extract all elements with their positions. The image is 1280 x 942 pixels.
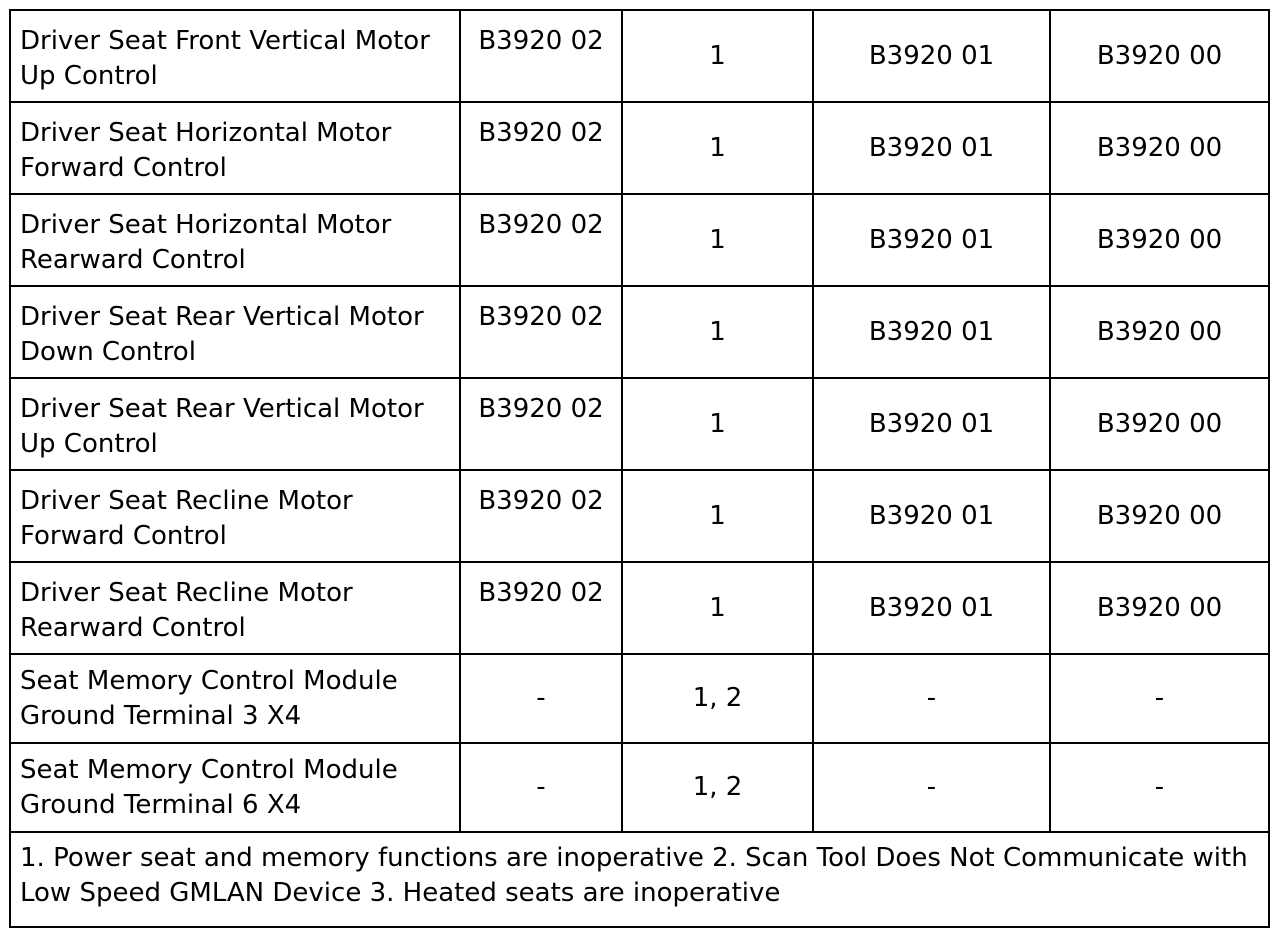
circuit-dtc-table — [9, 9, 1270, 928]
short-to-ground-cell: - — [460, 743, 622, 832]
short-to-ground-cell: - — [460, 654, 622, 743]
circuit-name-cell: Driver Seat Recline Motor Forward Control — [10, 470, 460, 562]
short-to-voltage-cell: B3920 01 — [813, 194, 1050, 286]
circuit-name-cell: Driver Seat Rear Vertical Motor Down Control — [10, 286, 460, 378]
signal-performance-cell: B3920 00 — [1050, 562, 1269, 654]
circuit-name-cell: Driver Seat Rear Vertical Motor Up Control — [10, 378, 460, 470]
footnote-text: 1. Power seat and memory functions are inoperative 2. Scan Tool Does Not Communicate with Low Speed GMLAN Device 3. Heated seats are inoperative — [10, 832, 1269, 927]
footnote-row — [10, 832, 1269, 927]
table-row — [10, 743, 1269, 832]
short-to-voltage-cell: B3920 01 — [813, 102, 1050, 194]
open-high-resistance-cell: 1 — [622, 10, 813, 102]
signal-performance-cell: B3920 00 — [1050, 286, 1269, 378]
short-to-voltage-cell: B3920 01 — [813, 10, 1050, 102]
short-to-voltage-cell: B3920 01 — [813, 286, 1050, 378]
table-row — [10, 562, 1269, 654]
open-high-resistance-cell: 1, 2 — [622, 654, 813, 743]
signal-performance-cell: B3920 00 — [1050, 378, 1269, 470]
short-to-ground-cell: B3920 02 — [460, 470, 622, 562]
circuit-name-cell: Driver Seat Recline Motor Rearward Control — [10, 562, 460, 654]
short-to-ground-cell: B3920 02 — [460, 10, 622, 102]
short-to-ground-cell: B3920 02 — [460, 562, 622, 654]
short-to-ground-cell: B3920 02 — [460, 378, 622, 470]
short-to-voltage-cell: B3920 01 — [813, 470, 1050, 562]
table-row — [10, 286, 1269, 378]
table-row — [10, 378, 1269, 470]
open-high-resistance-cell: 1 — [622, 102, 813, 194]
open-high-resistance-cell: 1 — [622, 562, 813, 654]
circuit-name-cell: Seat Memory Control Module Ground Terminal 3 X4 — [10, 654, 460, 743]
table-row — [10, 654, 1269, 743]
signal-performance-cell: B3920 00 — [1050, 470, 1269, 562]
table-row — [10, 10, 1269, 102]
short-to-voltage-cell: B3920 01 — [813, 378, 1050, 470]
short-to-voltage-cell: - — [813, 654, 1050, 743]
circuit-name-cell: Driver Seat Horizontal Motor Rearward Control — [10, 194, 460, 286]
short-to-ground-cell: B3920 02 — [460, 102, 622, 194]
signal-performance-cell: B3920 00 — [1050, 10, 1269, 102]
open-high-resistance-cell: 1 — [622, 470, 813, 562]
short-to-ground-cell: B3920 02 — [460, 194, 622, 286]
open-high-resistance-cell: 1 — [622, 378, 813, 470]
short-to-voltage-cell: - — [813, 743, 1050, 832]
open-high-resistance-cell: 1 — [622, 286, 813, 378]
circuit-name-cell: Seat Memory Control Module Ground Terminal 6 X4 — [10, 743, 460, 832]
circuit-name-cell: Driver Seat Horizontal Motor Forward Control — [10, 102, 460, 194]
short-to-voltage-cell: B3920 01 — [813, 562, 1050, 654]
open-high-resistance-cell: 1 — [622, 194, 813, 286]
table-row — [10, 194, 1269, 286]
open-high-resistance-cell: 1, 2 — [622, 743, 813, 832]
circuit-name-cell: Driver Seat Front Vertical Motor Up Control — [10, 10, 460, 102]
signal-performance-cell: B3920 00 — [1050, 194, 1269, 286]
signal-performance-cell: B3920 00 — [1050, 102, 1269, 194]
signal-performance-cell: - — [1050, 654, 1269, 743]
table-row — [10, 102, 1269, 194]
table-row — [10, 470, 1269, 562]
short-to-ground-cell: B3920 02 — [460, 286, 622, 378]
signal-performance-cell: - — [1050, 743, 1269, 832]
